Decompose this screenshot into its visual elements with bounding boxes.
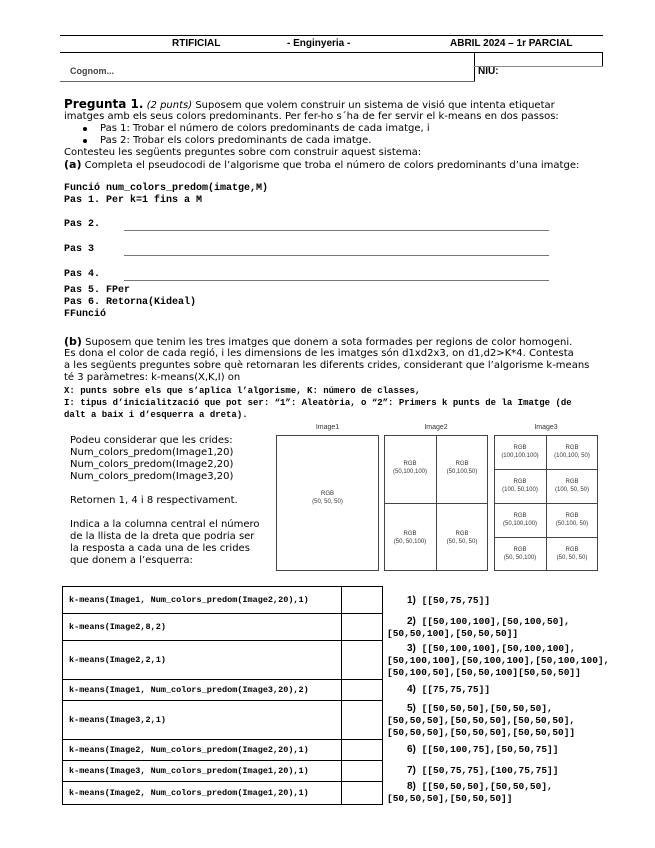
image2-cell-2: [436, 460, 488, 476]
image3-cell-7-label: RGB: [513, 547, 527, 553]
degree-name: - Enginyeria -: [287, 38, 351, 49]
image1-title: Image1: [315, 424, 340, 431]
image3-cell-4-value: (100, 50, 50): [554, 487, 590, 493]
pseudo-line-5: Pas 5. FPer: [64, 285, 131, 296]
option-1-line-1: [[50,75,75]]: [421, 595, 491, 606]
question-intro-1: [64, 98, 555, 112]
option-8-line-2: [50,50,50],[50,50,50]]: [387, 793, 513, 804]
option-4-num: 4): [407, 684, 416, 695]
option-5-line-2: [50,50,50],[50,50,50],[50,50,50],: [387, 715, 576, 726]
image3-cell-1-label: RGB: [513, 445, 527, 451]
image3-cell-6: [546, 512, 598, 528]
option-3-line-3: [50,100,50],[50,50,100][50,50,50]]: [387, 667, 581, 678]
option-8-num: 8): [407, 781, 416, 792]
part-b-label: (b): [64, 335, 82, 348]
option-5-line-1: [[50,50,50],[50,50,50],: [421, 703, 553, 714]
image3-cell-4: [546, 478, 598, 494]
header-divider: [474, 52, 475, 82]
image3-cell-6-label: RGB: [565, 513, 579, 519]
option-1-num: 1): [407, 595, 416, 606]
image3-cell-5: [494, 512, 546, 528]
bullet-dot-1: [83, 127, 87, 131]
image3-cell-3: [494, 478, 546, 494]
image3-cell-8-value: (50, 50, 50): [556, 555, 588, 561]
left-text-6: Indica a la columna central el número: [70, 519, 260, 530]
answer-cell-6[interactable]: [341, 739, 383, 761]
image3-cell-8-label: RGB: [565, 547, 579, 553]
pseudo-pas2: Pas 2.: [64, 219, 101, 230]
left-text-7: de la llista de la dreta que podria ser: [70, 531, 255, 542]
answer-line-pas3[interactable]: [124, 255, 549, 256]
image3-hdivider-3: [494, 537, 598, 538]
pseudo-line-6: Pas 6. Retorna(Kideal): [64, 297, 197, 308]
niu-label: NIU:: [478, 66, 499, 77]
left-text-5: Retornen 1, 4 i 8 respectivament.: [70, 495, 238, 506]
option-4-line-1: [[75,75,75]]: [421, 684, 491, 695]
answer-cell-1[interactable]: [341, 586, 383, 614]
part-a-line: [64, 159, 579, 172]
image3-hdivider-1: [494, 469, 598, 470]
exam-title: ABRIL 2024 – 1r PARCIAL: [450, 38, 573, 49]
image2-hdivider: [384, 503, 488, 504]
answer-line-pas2[interactable]: [124, 230, 549, 231]
option-7-line-1: [[50,75,75],[100,75,75]]: [421, 765, 559, 776]
part-b-line-7: dalt a baix i d’esquerra a dreta).: [64, 410, 248, 420]
image3-title: Image3: [534, 424, 558, 431]
option-8: [407, 781, 553, 792]
question-title: Pregunta 1.: [64, 97, 144, 111]
call-row-3: k-means(Image2,2,1): [62, 640, 342, 680]
answer-line-pas4[interactable]: [124, 280, 549, 281]
image3-cell-8: [546, 546, 598, 562]
header-right-edge: [602, 52, 603, 66]
answer-cell-5[interactable]: [341, 700, 383, 740]
option-5: [407, 703, 553, 714]
call-row-1: k-means(Image1, Num_colors_predom(Image2,20),1): [62, 586, 342, 614]
image2-cell-4-value: (50, 50, 50): [446, 539, 478, 545]
option-2-num: 2): [407, 616, 416, 627]
pseudo-line-7: FFunció: [64, 309, 107, 320]
intro-line-2: imatges amb els seus colors predominants. Per fer-ho s´ha de fer servir el k-means en dos passos:: [64, 111, 559, 122]
part-b-line-4: té 3 paràmetres: k-means(X,K,I) on: [64, 372, 241, 383]
image2-title: Image2: [424, 424, 448, 431]
call-row-8: k-means(Image2, Num_colors_predom(Image1,20),1): [62, 781, 342, 805]
image3-cell-2-label: RGB: [565, 445, 579, 451]
image2-cell-4: [436, 530, 488, 546]
image2-cell-3-value: (50, 50,100): [393, 539, 427, 545]
left-text-1: Podeu considerar que les crides:: [70, 435, 233, 446]
image1-region-value: (50, 50, 50): [312, 499, 343, 505]
part-b-line-2: Es dona el color de cada regió, i les dimensions de les imatges són d1xd2x3, on d1,d2>K*4. Contesta: [64, 348, 574, 359]
bullet-2: Pas 2: Trobar els colors predominants de cada imatge.: [100, 135, 372, 146]
option-3-line-2: [50,100,100],[50,100,100],[50,100,100],: [387, 655, 610, 666]
part-b-line-3: a les següents preguntes sobre què retornaran les diferents crides, considerant que l’algorisme k-means: [64, 360, 590, 371]
left-text-9: que donem a l’esquerra:: [70, 555, 193, 566]
image3-cell-5-label: RGB: [513, 513, 527, 519]
left-text-8: la resposta a cada una de les crides: [70, 543, 250, 554]
part-a-label: (a): [64, 158, 82, 171]
header-bottom-rule: [60, 81, 475, 82]
bullet-1: Pas 1: Trobar el número de colors predominants de cada imatge, i: [100, 123, 430, 134]
image3-cell-3-value: (100, 50,100): [502, 487, 538, 493]
image2-cell-1-label: RGB: [403, 461, 417, 467]
part-b-line-6: I: tipus d’inicialització que pot ser: “1”: Aleatòria, o “2”: Primers k punts de la Imatge (de: [64, 398, 572, 408]
option-3-line-1: [[50,100,100],[50,100,100],: [421, 643, 576, 654]
part-b-text-1: Suposem que tenim les tres imatges que donem a sota formades per regions de color homogeni.: [85, 337, 573, 348]
intro-line-1: Suposem que volem construir un sistema de visió que intenta etiquetar: [195, 100, 555, 111]
option-4: [407, 684, 490, 695]
image2-cell-4-label: RGB: [455, 531, 469, 537]
image2-cell-3-label: RGB: [403, 531, 417, 537]
left-text-4: Num_colors_predom(Image3,20): [70, 471, 234, 482]
call-row-7: k-means(Image3, Num_colors_predom(Image1,20),1): [62, 760, 342, 782]
image2-cell-3: [384, 530, 436, 546]
option-3-num: 3): [407, 643, 416, 654]
option-7-num: 7): [407, 765, 416, 776]
option-2-line-1: [[50,100,100],[50,100,50],: [421, 616, 570, 627]
image2-cell-2-label: RGB: [455, 461, 469, 467]
pseudo-line-1: Funció num_colors_predom(imatge,M): [64, 183, 269, 194]
answer-cell-7[interactable]: [341, 760, 383, 782]
option-1: [407, 595, 490, 606]
bullet-dot-2: [83, 139, 87, 143]
pseudo-pas4: Pas 4.: [64, 269, 101, 280]
answer-cell-8[interactable]: [341, 781, 383, 805]
image3-cell-1: [494, 444, 546, 460]
image2-cell-1: [384, 460, 436, 476]
option-3: [407, 643, 576, 654]
header-mid-rule: [60, 52, 603, 53]
option-2: [407, 616, 570, 627]
header-top-rule: [60, 35, 603, 36]
pseudo-line-2: Pas 1. Per k=1 fins a M: [64, 195, 203, 206]
option-5-num: 5): [407, 703, 416, 714]
image3-cell-4-label: RGB: [565, 479, 579, 485]
left-text-3: Num_colors_predom(Image2,20): [70, 459, 234, 470]
question-points: (2 punts): [146, 100, 193, 111]
instruction: Contesteu les següents preguntes sobre com construir aquest sistema:: [64, 147, 422, 158]
option-6-num: 6): [407, 744, 416, 755]
answer-cell-2[interactable]: [341, 613, 383, 641]
option-5-line-3: [50,50,50],[50,50,50],[50,50,50]]: [387, 727, 576, 738]
option-7: [407, 765, 558, 776]
answer-cell-3[interactable]: [341, 640, 383, 680]
name-label: Cognom...: [70, 66, 114, 76]
image3-cell-2-value: (100,100, 50): [554, 453, 590, 459]
left-text-2: Num_colors_predom(Image1,20): [70, 447, 234, 458]
option-6: [407, 744, 558, 755]
call-row-6: k-means(Image2, Num_colors_predom(Image2,20),1): [62, 739, 342, 761]
option-6-line-1: [[50,100,75],[50,50,75]]: [421, 744, 559, 755]
image2-cell-1-value: (50,100,100): [392, 469, 428, 475]
pseudo-pas3: Pas 3: [64, 244, 95, 255]
image1-region: [276, 490, 379, 506]
image3-cell-6-value: (50,100, 50): [555, 521, 589, 527]
part-b-line-5: X: punts sobre els que s’aplica l’algorisme, K: número de classes,: [64, 386, 421, 396]
part-a-text: Completa el pseudocodi de l’algorisme que troba el número de colors predominants d’una imatge:: [84, 160, 580, 171]
image3-cell-3-label: RGB: [513, 479, 527, 485]
call-row-2: k-means(Image2,8,2): [62, 613, 342, 641]
course-name: RTIFICIAL: [172, 38, 221, 49]
image3-cell-1-value: (100,100,100): [501, 453, 539, 459]
image3-hdivider-2: [494, 503, 598, 504]
image3-cell-2: [546, 444, 598, 460]
image3-cell-5-value: (50,100,100): [502, 521, 538, 527]
answer-cell-4[interactable]: [341, 679, 383, 701]
call-row-4: k-means(Image1, Num_colors_predom(Image3,20),2): [62, 679, 342, 701]
option-2-line-2: [50,50,100],[50,50,50]]: [387, 628, 519, 639]
option-8-line-1: [[50,50,50],[50,50,50],: [421, 781, 553, 792]
image1-region-label: RGB: [320, 491, 334, 497]
call-row-5: k-means(Image3,2,1): [62, 700, 342, 740]
image3-cell-7: [494, 546, 546, 562]
image3-cell-7-value: (50, 50,100): [503, 555, 537, 561]
image2-cell-2-value: (50,100,50): [446, 469, 478, 475]
